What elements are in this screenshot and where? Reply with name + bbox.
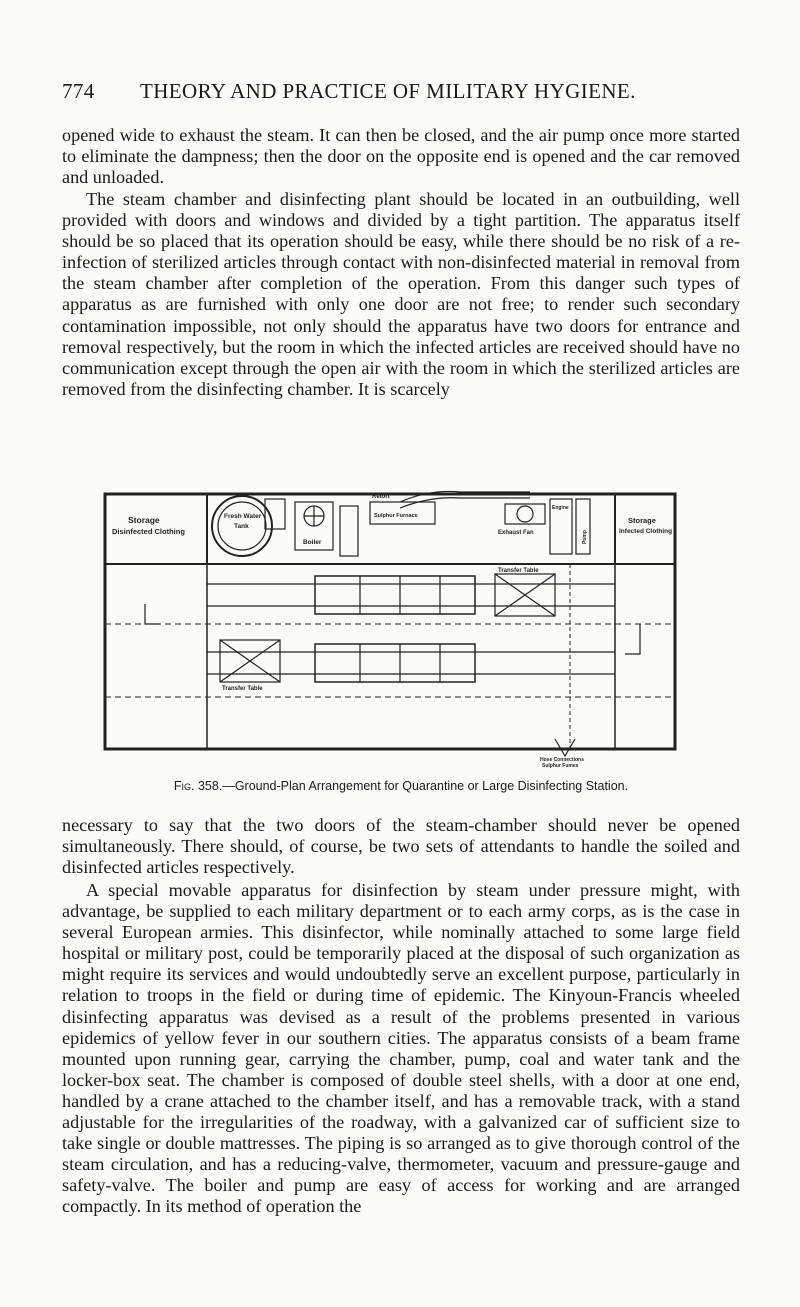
storage-left-label-1: Storage [128,515,160,525]
pump [576,499,590,554]
steam-chamber-upper [315,576,475,614]
water-tank-label-1: Fresh Water [224,513,262,520]
pump-label: Pump [582,530,588,544]
transfer-table-bottom-label: Transfer Table [222,686,263,692]
ground-plan-figure [100,484,680,769]
running-title: THEORY AND PRACTICE OF MILITARY HYGIENE. [140,79,636,103]
exhaust-fan [505,504,545,524]
hose-label-2: Sulphur Fumes [542,763,579,769]
figure-number: Fig. 358. [173,779,223,793]
ground-plan-diagram [100,484,680,769]
storage-right-label-2: Infected Clothing [619,528,673,535]
storage-right-label-1: Storage [628,516,656,525]
exhaust-fan-label: Exhaust Fan [498,530,534,536]
figure-caption [62,779,740,793]
transfer-table-top-label: Transfer Table [498,568,539,574]
paragraph-4: A special movable apparatus for disinfection by steam under pressure might, with advantage, be supplied to each military department or to each army corps, as is the case in several European armies. This disinfector, while nominally attached to some large field hospital or military post, could be temporarily placed at the disposal of such organization as might require its services and would undoubtedly serve an excellent purpose, particularly in relation to troops in the field or during time of epidemic. The Kinyoun-Francis wheeled disinfecting apparatus was devised as a result of the problems presented in various epidemics of yellow fever in our southern cities. The apparatus consists of a beam frame mounted upon running gear, carrying the chamber, pump, coal and water tank and the locker-box seat. The chamber is composed of double steel shells, with a door at one end, handled by a crane attached to the chamber itself, and has a removable track, with a stand adjustable for the irregularities of the roadway, with a galvanized car of sufficient size to take single or double mattresses. The piping is so arranged as to give thorough control of the steam circulation, and has a reducing-valve, thermometer, vacuum and pressure-gauge and safety-valve. The boiler and pump are easy of access for working and are arranged compactly. In its method of operation the [62,880,740,1217]
paragraph-2: The steam chamber and disinfecting plant should be located in an outbuilding, well provided with doors and windows and divided by a tight partition. The apparatus itself should be so placed that its operation should be easy, while there should be no risk of a re-infection of sterilized articles through contact with non-disinfected material in removal from the steam chamber after completion of the operation. From this danger such types of apparatus as are furnished with only one door are not free; to render such secondary contamination impossible, not only should the apparatus have two doors for entrance and removal respectively, but the room in which the infected articles are received should have no communication except through the open air with the room in which the sterilized articles are removed from the disinfecting chamber. It is scarcely [62,189,740,399]
boiler-label: Boiler [303,539,322,546]
storage-left-label-2: Disinfected Clothing [112,527,185,536]
paragraph-3: necessary to say that the two doors of the steam-chamber should never be opened simultaneously. There should, of course, be two sets of attendants to handle the soiled and disinfected articles respectively. [62,815,740,878]
hose-label-1: Hose Connections [540,757,584,763]
running-header [62,79,742,109]
page-number: 774 [62,79,95,103]
water-tank-label-2: Tank [234,523,249,530]
steam-chamber-lower [315,644,475,682]
figure-caption-text: —Ground-Plan Arrangement for Quarantine or Large Disinfecting Station. [222,779,629,793]
sulphur-furnace-label: Sulphur Furnace [374,513,418,519]
engine-label: Engine [552,505,569,511]
retort-label: Retort [372,494,390,500]
paragraph-1: opened wide to exhaust the steam. It can then be closed, and the air pump once more started to eliminate the dampness; then the door on the opposite end is opened and the car removed and unloaded. [62,125,740,188]
